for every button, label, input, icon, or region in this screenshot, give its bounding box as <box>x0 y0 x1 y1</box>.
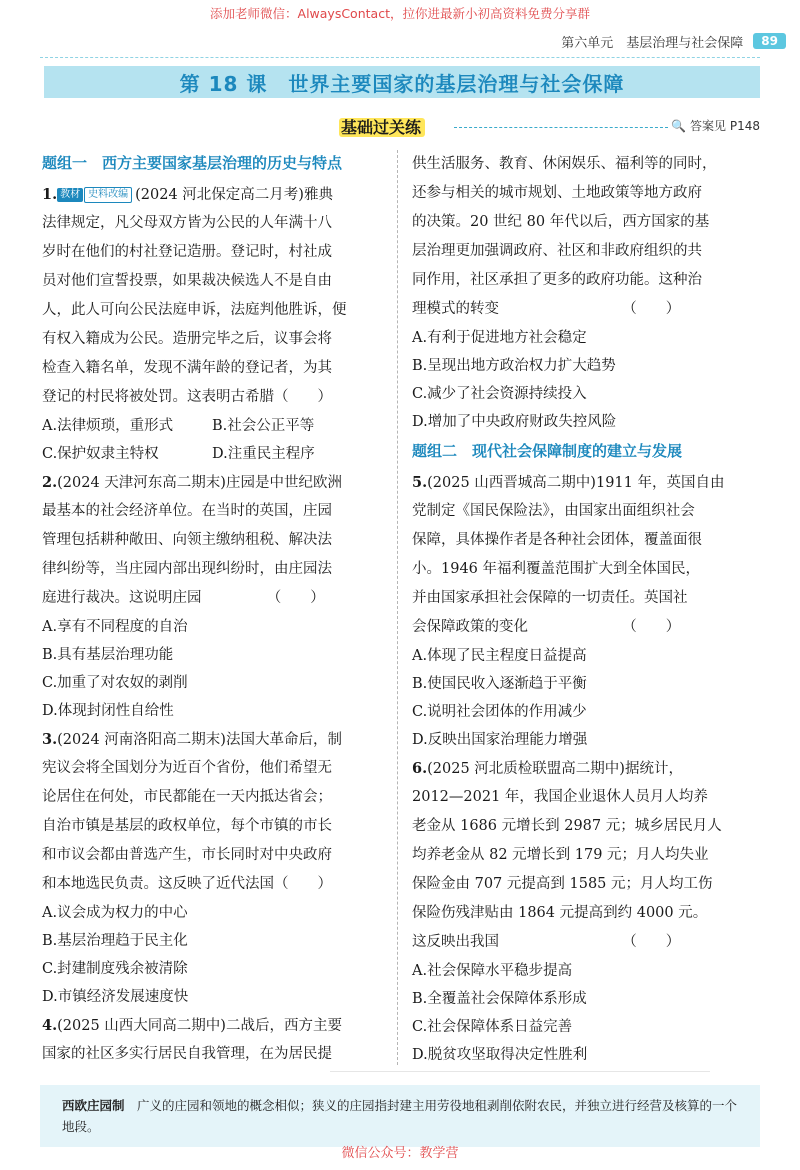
unit-title: 第六单元 基层治理与社会保障 <box>561 35 744 51</box>
option-a[interactable]: A.社会保障水平稳步提高 <box>412 963 573 979</box>
option-b[interactable]: B.社会公正平等 <box>212 418 315 434</box>
tag-textbook: 教材 <box>57 188 83 202</box>
option-c[interactable]: C.社会保障体系日益完善 <box>412 1019 573 1035</box>
question-6: 6.(2025 河北质检联盟高二期中)据统计， 2012—2021 年，我国企业退休人员月人均养 老金从 1686 元增长到 2987 元；城乡居民月人 均养老金从 82 元增长到 179 元；月人均失业 保险金由 707 元提高到 1585 元；月人均工伤 保险伤残津贴由 1864 元提高到约 4000 元。 这反映出我国 （ ） A.社会保障水平稳步提高 B.全覆盖社会保障体系形成 C.社会保障体系日益完善 D.脱贫攻坚取得决定性胜利 <box>412 754 752 1069</box>
watermark-top: 添加老师微信：AlwaysContact，拉你进最新小初高资料免费分享群 <box>210 6 590 21</box>
option-d[interactable]: D.体现封闭性自给性 <box>42 703 174 719</box>
lesson-title: 第 18 课 世界主要国家的基层治理与社会保障 <box>179 71 625 96</box>
column-divider <box>397 150 398 1065</box>
footnote-band <box>40 1085 760 1147</box>
option-d[interactable]: D.脱贫攻坚取得决定性胜利 <box>412 1047 588 1063</box>
left-column <box>42 150 382 1069</box>
question-3: 3.(2024 河南洛阳高二期末)法国大革命后，制 宪议会将全国划分为近百个省份，他们希望无 论居住在何处，市民都能在一天内抵达省会； 自治市镇是基层的政权单位，每个市镇的市长 和市议会都由普选产生，市长同时对中央政府 和本地选民负责。这反映了近代法国（ ） A.议会成为权力的中心 B.基层治理趋于民主化 C.封建制度残余被清除 D.市镇经济发展速度快 <box>42 725 382 1011</box>
scan-artifact-line <box>330 1071 710 1072</box>
option-d[interactable]: D.市镇经济发展速度快 <box>42 989 189 1005</box>
group-title-2: 题组二 现代社会保障制度的建立与发展 <box>412 442 683 460</box>
header-divider <box>40 57 760 58</box>
option-c[interactable]: C.保护奴隶主特权 <box>42 446 159 462</box>
option-b[interactable]: B.基层治理趋于民主化 <box>42 933 188 949</box>
question-4: 4.(2025 山西大同高二期中)二战后，西方主要 国家的社区多实行居民自我管理，在为居民提 <box>42 1017 342 1062</box>
option-d[interactable]: D.注重民主程序 <box>212 446 315 462</box>
section-title: 基础过关练 <box>339 115 425 138</box>
question-2: 2.(2024 天津河东高二期末)庄园是中世纪欧洲 最基本的社会经济单位。在当时的英国，庄园 管理包括耕种敞田、向领主缴纳租税、解决法 律纠纷等，当庄园内部出现纠纷时，由庄园法 庭进行裁决。这说明庄园 （ ） A.享有不同程度的自治 B.具有基层治理功能 C.加重了对农奴的剥削 D.体现封闭性自给性 <box>42 468 382 725</box>
option-b[interactable]: B.全覆盖社会保障体系形成 <box>412 991 587 1007</box>
option-b[interactable]: B.呈现出地方政治权力扩大趋势 <box>412 358 616 374</box>
question-1: 1. 教材 史料改编 (2024 河北保定高二月考)雅典 法律规定，凡父母双方皆为公民的人年满十八 岁时在他们的村社登记造册。登记时，村社成 员对他们宣誓投票，如果裁决候选人不是自由 人，此人可向公民法庭申诉，法庭判他胜诉，便 有权入籍成为公民。造册完毕之后，议事会将 检查入籍名单，发现不满年龄的登记者，为其 登记的村民将被处罚。这表明古希腊（ ） A.法律烦琐，重形式 B.社会公正平等 C.保护奴隶主特权 D.注重民主程序 <box>42 180 382 468</box>
answer-reference: 🔍 答案见 P148 <box>671 119 760 133</box>
lesson-banner <box>44 66 760 98</box>
option-d[interactable]: D.增加了中央政府财政失控风险 <box>412 414 617 430</box>
tag-adapted: 史料改编 <box>84 187 132 203</box>
option-a[interactable]: A.法律烦琐，重形式 <box>42 418 174 434</box>
option-a[interactable]: A.议会成为权力的中心 <box>42 905 188 921</box>
footnote-text: 广义的庄园和领地的概念相似；狭义的庄园指封建主用劳役地租剥削依附农民，并独立进行经营及核算的一个地段。 <box>62 1098 738 1134</box>
option-a[interactable]: A.有利于促进地方社会稳定 <box>412 330 587 346</box>
option-b[interactable]: B.使国民收入逐渐趋于平衡 <box>412 676 587 692</box>
group-title-1: 题组一 西方主要国家基层治理的历史与特点 <box>42 154 343 172</box>
question-5: 5.(2025 山西晋城高二期中)1911 年，英国自由 党制定《国民保险法》，由国家出面组织社会 保障，具体操作者是各种社会团体，覆盖面很 小。1946 年福利覆盖范围扩大到全体国民， 并由国家承担社会保障的一切责任。英国社 会保障政策的变化 （ ） A.体现了民主程度日益提高 B.使国民收入逐渐趋于平衡 C.说明社会团体的作用减少 D.反映出国家治理能力增强 <box>412 468 752 754</box>
option-b[interactable]: B.具有基层治理功能 <box>42 647 174 663</box>
question-4-continued: 供生活服务、教育、休闲娱乐、福利等的同时， 还参与相关的城市规划、土地政策等地方政府 的决策。20 世纪 80 年代以后，西方国家的基 层治理更加强调政府、社区和非政府组织的共 同作用，社区承担了更多的政府功能。这种治 理模式的转变 （ ） A.有利于促进地方社会稳定 B.呈现出地方政治权力扩大趋势 C.减少了社会资源持续投入 D.增加了中央政府财政失控风险 <box>412 150 752 436</box>
right-column <box>412 150 752 1069</box>
page-header <box>561 31 786 51</box>
footnote <box>62 1095 740 1137</box>
option-a[interactable]: A.享有不同程度的自治 <box>42 619 188 635</box>
option-c[interactable]: C.减少了社会资源持续投入 <box>412 386 587 402</box>
options-1 <box>42 412 382 440</box>
option-c[interactable]: C.封建制度残余被清除 <box>42 961 188 977</box>
option-a[interactable]: A.体现了民主程度日益提高 <box>412 648 587 664</box>
watermark-bottom: 微信公众号：教学营 <box>341 1146 459 1161</box>
option-d[interactable]: D.反映出国家治理能力增强 <box>412 732 588 748</box>
page-number: 89 <box>753 33 786 49</box>
section-header <box>44 115 760 139</box>
option-c[interactable]: C.加重了对农奴的剥削 <box>42 675 188 691</box>
section-divider <box>454 127 668 128</box>
option-c[interactable]: C.说明社会团体的作用减少 <box>412 704 587 720</box>
footnote-term: 西欧庄园制 <box>62 1098 125 1113</box>
